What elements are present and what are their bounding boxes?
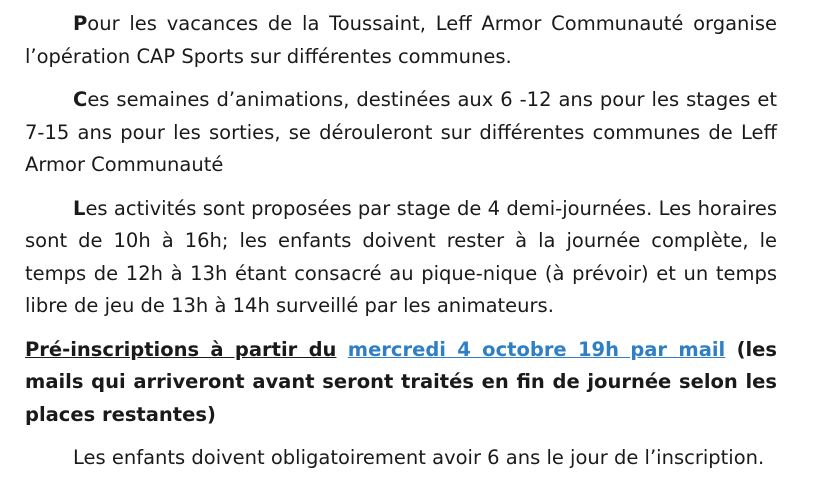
paragraph-age-requirement: Les enfants doivent obligatoirement avoir 6 ans le jour de l’inscription.: [73, 446, 765, 469]
paragraph-text: es activités sont proposées par stage de 4 demi-journées. Les horaires sont de 10h à 16h; les enfants doivent rester à la journée complète, le temps de 12h à 13h étant consacré au pique-nique (à prévoir) et un temps libre de jeu de 13h à 14h surveillé par les animateurs.: [25, 196, 777, 317]
document-body: [25, 8, 777, 486]
paragraph-text: es semaines d’animations, destinées aux 6 -12 ans pour les stages et 7-15 ans pour les sorties, se dérouleront sur différentes communes de Leff Armor Communauté: [25, 88, 777, 176]
paragraph-intro: [25, 8, 777, 73]
paragraph-weeks: [25, 84, 777, 182]
paragraph-text: our les vacances de la Toussaint, Leff Armor Communauté organise l’opération CAP Sports sur différentes communes.: [25, 12, 777, 68]
registration-date-link[interactable]: mercredi 4 octobre 19h par mail: [347, 337, 726, 361]
paragraph-activities: [25, 193, 777, 323]
registration-note: (les mails qui arriveront avant seront traités en fin de journée selon les places restantes): [25, 337, 777, 426]
dropcap: C: [73, 88, 88, 111]
registration-notice: [25, 334, 777, 432]
dropcap: L: [73, 196, 86, 220]
registration-intro: Pré-inscriptions à partir du: [25, 337, 337, 361]
dropcap: P: [73, 12, 88, 35]
